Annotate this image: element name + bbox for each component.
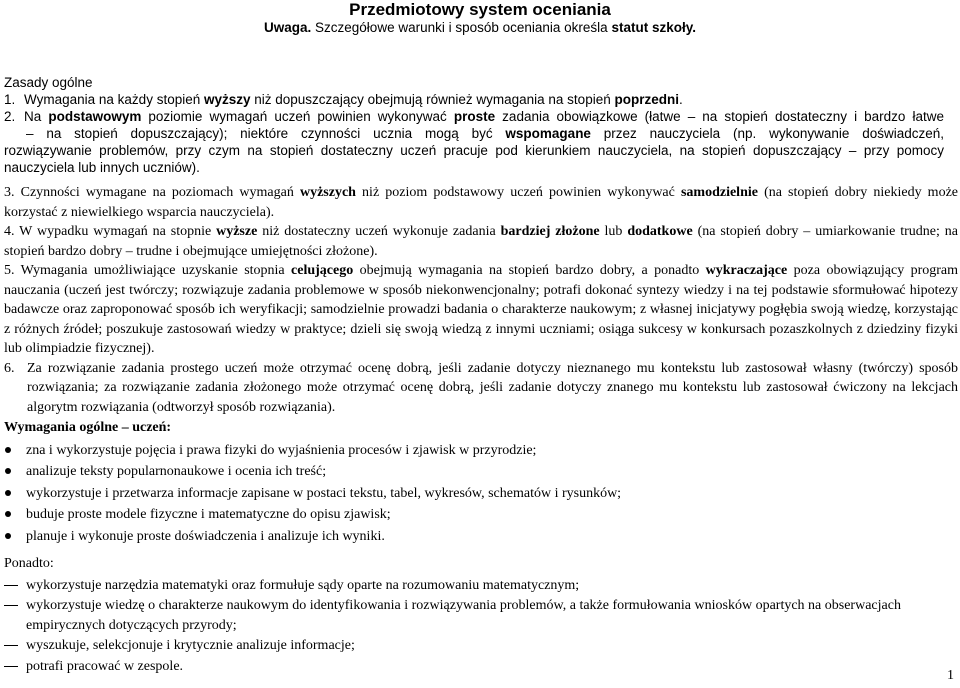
rule-emphasis: wyższy	[203, 92, 251, 107]
rule-item-4	[4, 222, 958, 261]
page-subtitle	[0, 19, 960, 37]
additional-requirements-heading: Ponadto:	[4, 556, 54, 571]
general-rules-section	[4, 74, 944, 176]
general-rules-heading: Zasady ogólne	[4, 75, 93, 90]
list-item-text: wykorzystuje wiedzę o charakterze naukowym do identyfikowania i rozwiązywania problemów, a także formułowania wniosków opartych na obserwacjach empirycznych dotyczących przyrody;	[26, 598, 901, 633]
bullet-icon	[5, 511, 11, 517]
list-item	[4, 657, 954, 677]
rule-emphasis: bardziej złożone	[500, 224, 600, 239]
list-item	[4, 636, 954, 656]
rule-text: W wypadku wymagań na stopnie	[19, 224, 217, 239]
rule-item-6	[4, 359, 958, 418]
dash-icon	[4, 666, 18, 667]
rule-item-5	[4, 261, 958, 359]
rule-text: niż dopuszczający obejmują również wymagania na stopień	[250, 92, 615, 107]
rule-text: lub	[599, 224, 628, 239]
dash-icon	[4, 585, 18, 586]
list-item-text: analizuje teksty popularnonaukowe i ocenia ich treść;	[26, 464, 327, 479]
rule-text: zadania obowiązkowe (łatwe – na stopień dostateczny i bardzo łatwe	[495, 109, 944, 124]
list-item-text: planuje i wykonuje proste doświadczenia i analizuje ich wyniki.	[26, 528, 385, 544]
rule-emphasis: samodzielnie	[680, 185, 758, 200]
subtitle-statute: statut szkoły.	[611, 20, 696, 35]
rules-continued	[4, 183, 958, 417]
rule-number: 5.	[4, 263, 15, 278]
additional-requirements-section	[4, 554, 954, 677]
subtitle-text: Szczegółowe warunki i sposób oceniania określa	[311, 20, 612, 35]
rule-text: niż poziom podstawowy uczeń powinien wykonywać	[355, 185, 681, 200]
list-item	[4, 441, 954, 461]
rule-item-1	[4, 91, 944, 108]
list-item-text: wyszukuje, selekcjonuje i krytycznie analizuje informacje;	[26, 638, 355, 653]
rule-text: (na stopień dobry – umiarkowanie trudne; na stopień bardzo dobry – trudne i obejmujące umiejętności złożone).	[4, 224, 958, 259]
general-requirements-heading: Wymagania ogólne – uczeń:	[4, 420, 172, 435]
bullet-icon	[5, 447, 11, 453]
dash-icon	[4, 605, 18, 606]
rule-text: obejmują wymagania na stopień bardzo dobry, a ponadto	[353, 263, 706, 278]
rule-text: Wymagania na każdy stopień	[24, 92, 204, 107]
rule-item-2	[4, 108, 944, 176]
list-item	[4, 576, 954, 596]
rule-item-3	[4, 183, 958, 222]
list-item-text: buduje proste modele fizyczne i matematyczne do opisu zjawisk;	[26, 507, 391, 522]
rule-number: 1.	[4, 92, 16, 107]
rule-number: 4.	[4, 224, 15, 239]
rule-text: Czynności wymagane na poziomach wymagań	[20, 185, 300, 200]
rule-text: Za rozwiązanie zadania prostego uczeń może otrzymać ocenę dobrą, jeśli zadanie dotyczy nieznanego mu kontekstu lub zastosował własny (twórczy) sposób rozwiązania; za rozwiązanie zadania złożonego może otrzymać ocenę dobrą, jeśli zadanie dotyczy znanego mu kontekstu lub zastosował ćwiczony na lekcjach algorytm rozwiązania (odtworzył sposób rozwiązania).	[27, 360, 958, 415]
list-item	[4, 527, 954, 547]
list-item-text: zna i wykorzystuje pojęcia i prawa fizyki do wyjaśnienia procesów i zjawisk w przyrodzie;	[26, 442, 537, 458]
rule-number: 2.	[4, 109, 16, 124]
bullet-icon	[5, 468, 11, 474]
dash-icon	[4, 645, 18, 646]
additional-requirements-list	[4, 576, 954, 677]
rule-text: rozwiązywanie problemów, przy czym na stopień dostateczny uczeń pracuje pod kierunkiem nauczyciela, na stopień dopuszczający – przy pomocy nauczyciela lub innych uczniów).	[4, 143, 944, 175]
rule-text: poziomie wymagań uczeń powinien wykonywać	[141, 109, 454, 124]
page-number: 1	[947, 668, 954, 683]
rule-text: (na stopień dobry niekiedy może korzystać z niewielkiego wsparcia nauczyciela).	[4, 185, 959, 220]
page-title: Przedmiotowy system oceniania	[349, 0, 611, 19]
rule-emphasis: wyższych	[299, 185, 356, 200]
rule-emphasis: celującego	[291, 263, 354, 278]
rule-emphasis: proste	[453, 109, 496, 124]
subtitle-note-label: Uwaga.	[264, 20, 312, 35]
rule-text: Wymagania umożliwiające uzyskanie stopnia	[20, 263, 292, 278]
list-item	[4, 462, 954, 482]
rule-number: 6.	[4, 360, 15, 376]
rule-text: – na stopień dopuszczający); niektóre czynności ucznia mogą być	[26, 126, 506, 141]
list-item	[4, 484, 954, 504]
rule-emphasis: poprzedni	[614, 92, 679, 107]
rule-text: przez nauczyciela (np. wykonywanie doświadczeń,	[590, 126, 944, 141]
general-requirements-section	[4, 418, 954, 548]
rule-number: 3.	[4, 185, 15, 200]
rule-text: Na	[24, 109, 49, 124]
general-requirements-list	[4, 441, 954, 547]
bullet-icon	[5, 490, 11, 496]
rule-emphasis: wyższe	[216, 224, 258, 239]
rule-emphasis: wspomagane	[505, 126, 591, 141]
list-item-text: wykorzystuje narzędzia matematyki oraz formułuje sądy oparte na rozumowaniu matematycznym;	[26, 577, 580, 593]
rule-text: niż dostateczny uczeń wykonuje zadania	[257, 224, 501, 239]
rule-emphasis: dodatkowe	[627, 224, 693, 239]
rule-text: .	[678, 92, 683, 107]
list-item-text: potrafi pracować w zespole.	[26, 658, 184, 674]
list-item	[4, 505, 954, 525]
list-item-text: wykorzystuje i przetwarza informacje zapisane w postaci tekstu, tabel, wykresów, schematów i rysunków;	[26, 485, 622, 501]
rule-emphasis: wykraczające	[705, 263, 788, 278]
rule-text: poza obowiązujący program nauczania (uczeń jest twórczy; rozwiązuje zadania problemowe w sposób niekonwencjonalny; potrafi dokonać syntezy wiedzy i na tej podstawie sformułować hipotezy badawcze oraz zaproponować sposób ich weryfikacji; samodzielnie prowadzi badania o charakterze naukowym; z własnej inicjatywy pogłębia swoją wiedzę, korzystając z różnych źródeł; poszukuje zastosowań wiedzy w praktyce; dzieli się swoją wiedzą z innymi uczniami; osiąga sukcesy w konkursach pozaszkolnych z dziedziny fizyki lub olimpiadzie fizycznej).	[4, 263, 958, 356]
bullet-icon	[5, 533, 11, 539]
rule-emphasis: podstawowym	[48, 109, 142, 124]
list-item	[4, 596, 954, 635]
